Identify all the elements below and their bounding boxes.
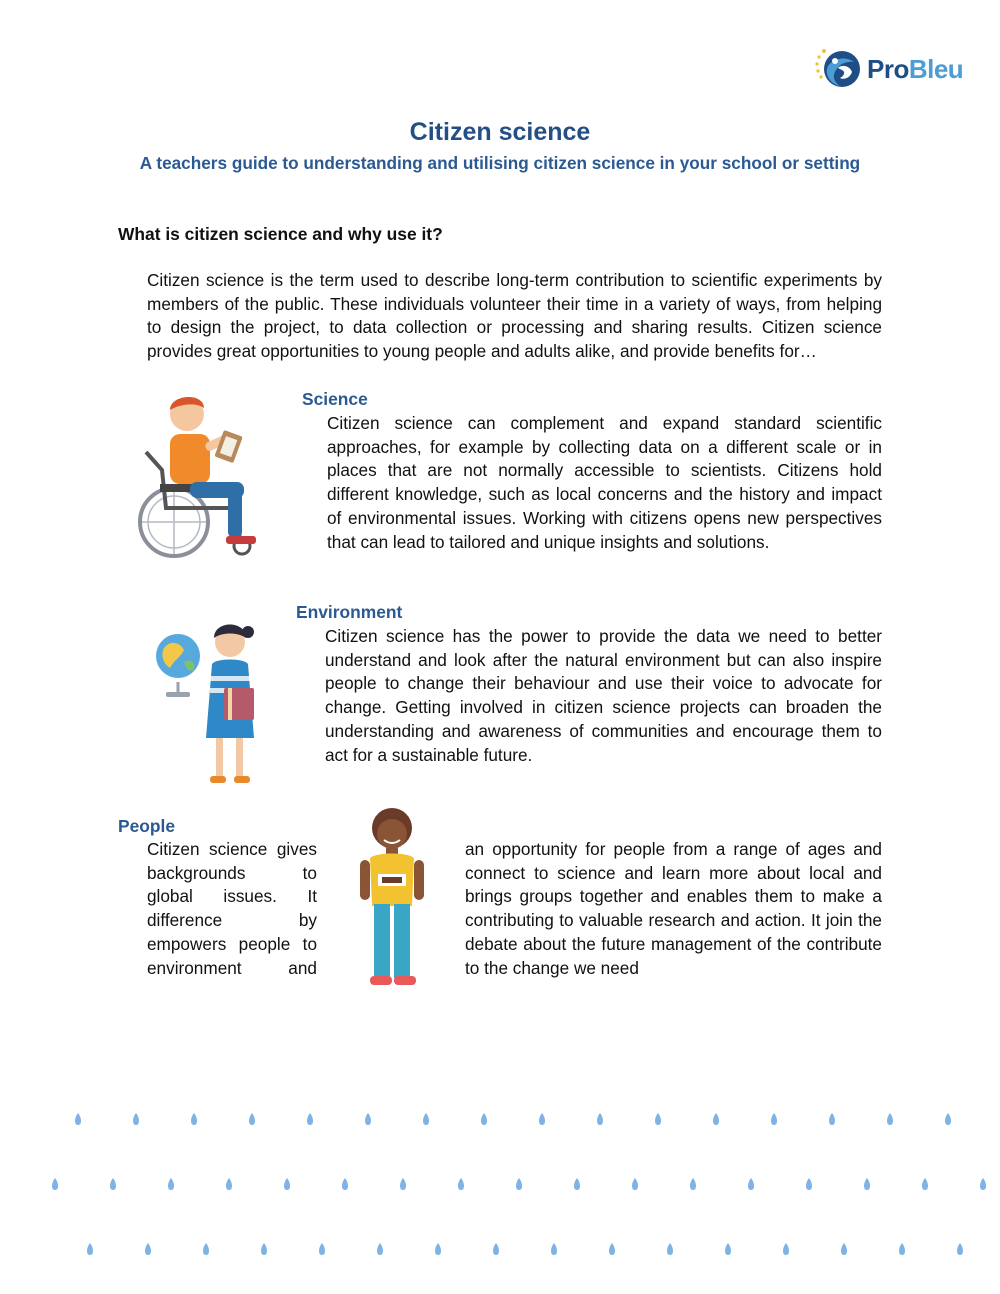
water-drop	[748, 1178, 754, 1190]
probleu-logo	[814, 46, 974, 92]
people-left-line: empowers people to	[147, 933, 317, 954]
water-drop	[168, 1178, 174, 1190]
main-heading: What is citizen science and why use it?	[118, 224, 443, 244]
water-drop	[597, 1113, 603, 1125]
water-drops-decoration	[0, 1095, 1000, 1275]
water-drop	[574, 1178, 580, 1190]
water-drop	[249, 1113, 255, 1125]
people-left-line: environment and	[147, 957, 317, 978]
water-drop	[110, 1178, 116, 1190]
logo-text-pro: Pro	[867, 54, 909, 84]
water-drop	[284, 1178, 290, 1190]
water-drop	[133, 1113, 139, 1125]
boy-standing-illustration	[352, 802, 432, 992]
water-drop	[75, 1113, 81, 1125]
water-drop	[922, 1178, 928, 1190]
science-paragraph: Citizen science can complement and expand standard scientific approaches, for example by collecting data on a different scale or in places that are not normally accessible to scientists. Citizens hold different knowledge, such as local concerns and the history and impact of environmental issues. Working with citizens opens new perspectives that can lead to tailored and unique insights and solutions.	[327, 413, 882, 552]
logo-text-bleu: Bleu	[908, 54, 964, 84]
water-drop	[226, 1178, 232, 1190]
people-left-line: Citizen science gives	[147, 839, 317, 859]
water-drop	[203, 1243, 209, 1255]
water-drop	[713, 1113, 719, 1125]
water-drop	[899, 1243, 905, 1255]
water-drop	[191, 1113, 197, 1125]
water-drop	[539, 1113, 545, 1125]
probleu-logo-icon	[814, 46, 866, 92]
water-drop	[945, 1113, 951, 1125]
water-drop	[690, 1178, 696, 1190]
water-drop	[655, 1113, 661, 1125]
water-drop	[400, 1178, 406, 1190]
girl-with-globe-illustration	[150, 612, 268, 794]
water-drop	[458, 1178, 464, 1190]
environment-paragraph: Citizen science has the power to provide the data we need to better understand and look after the natural environment but can also inspire people to change their behaviour and use their voice to advocate for change. Getting involved in citizen science projects can broaden the understanding and awareness of communities and encourage them to act for a sustainable future.	[325, 626, 882, 765]
water-drop	[632, 1178, 638, 1190]
water-drop	[145, 1243, 151, 1255]
people-left-line: global issues. It	[147, 886, 317, 907]
water-drop	[435, 1243, 441, 1255]
environment-heading: Environment	[296, 602, 403, 622]
water-drop	[493, 1243, 499, 1255]
people-heading: People	[118, 816, 176, 836]
water-drop	[52, 1178, 58, 1190]
water-drop	[377, 1243, 383, 1255]
water-drop	[342, 1178, 348, 1190]
page-title: Citizen science	[409, 118, 591, 146]
water-drop	[841, 1243, 847, 1255]
water-drop	[365, 1113, 371, 1125]
water-drop	[829, 1113, 835, 1125]
science-heading: Science	[302, 389, 368, 409]
people-left-column	[147, 838, 317, 980]
water-drop	[609, 1243, 615, 1255]
wheelchair-boy-illustration	[132, 390, 272, 570]
water-drop	[319, 1243, 325, 1255]
water-drop	[783, 1243, 789, 1255]
water-drop	[864, 1178, 870, 1190]
people-left-line: backgrounds to	[147, 862, 317, 883]
water-drop	[516, 1178, 522, 1190]
water-drop	[806, 1178, 812, 1190]
water-drop	[261, 1243, 267, 1255]
water-drop	[887, 1113, 893, 1125]
water-drop	[551, 1243, 557, 1255]
water-drop	[957, 1243, 963, 1255]
water-drop	[980, 1178, 986, 1190]
water-drop	[307, 1113, 313, 1125]
water-drop	[725, 1243, 731, 1255]
water-drop	[423, 1113, 429, 1125]
water-drop	[771, 1113, 777, 1125]
water-drop	[87, 1243, 93, 1255]
water-drop	[481, 1113, 487, 1125]
intro-paragraph: Citizen science is the term used to describe long-term contribution to scientific experiments by members of the public. These individuals volunteer their time in a variety of ways, from helping to design the project, to data collection or processing and sharing results. Citizen science provides great opportunities to young people and adults alike, and provide benefits for…	[147, 270, 882, 362]
people-right-column: an opportunity for people from a range of ages and connect to science and learn more about local and brings groups together and enables them to make a contributing to valuable research and action. It join the debate about the future management of the contribute to the change we need	[465, 839, 882, 978]
water-drop	[667, 1243, 673, 1255]
page-subtitle: A teachers guide to understanding and utilising citizen science in your school or setting	[139, 153, 861, 173]
people-left-line: difference by	[147, 910, 317, 931]
